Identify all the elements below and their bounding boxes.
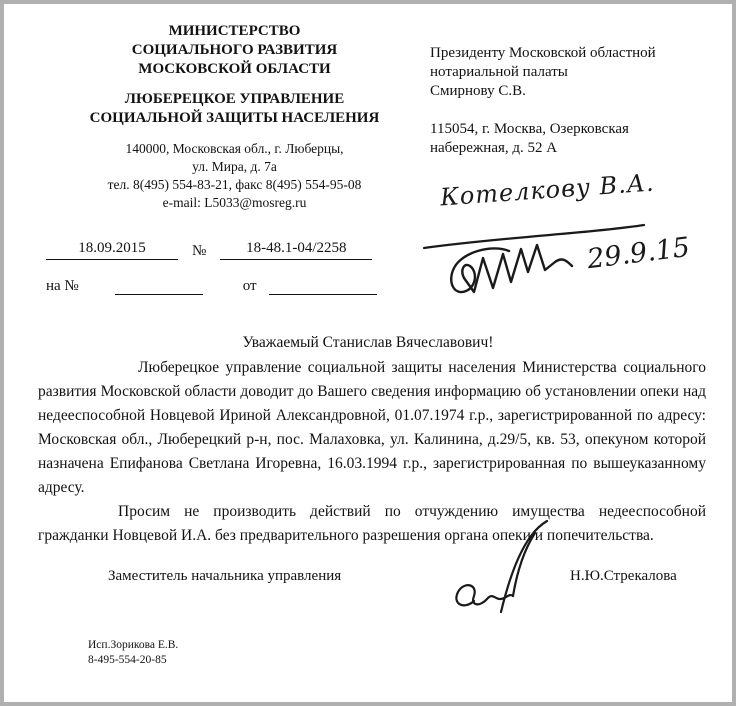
handwritten-date: 29.9.15 <box>585 231 692 276</box>
sender-division-line: СОЦИАЛЬНОЙ ЗАЩИТЫ НАСЕЛЕНИЯ <box>89 110 380 126</box>
sender-org-line: МОСКОВСКОЙ ОБЛАСТИ <box>138 61 331 77</box>
ot-blank-line <box>269 276 377 295</box>
sender-division-line: ЛЮБЕРЕЦКОЕ УПРАВЛЕНИЕ <box>124 91 345 107</box>
body-paragraph: Люберецкое управление социальной защиты населения Министерства социального развития Московской области доводит до Вашего сведения информацию об установлении опеки над недееспособной Новцевой Ириной Александровной, 01.07.1974 г.р., зарегистрированной по адресу: Московская обл., Люберецкий р-н, пос. Малаховка, ул. Калинина, д.29/5, кв. 53, опекуном которой назначена Епифанова Светлана Игоревна, 16.03.1994 г.р., зарегистрированная по вышеуказанному адресу. <box>38 359 706 496</box>
recipient-line: нотариальной палаты <box>430 64 568 80</box>
sender-address-line: ул. Мира, д. 7а <box>192 159 277 174</box>
recipient-line: Смирнову С.В. <box>430 83 526 99</box>
body-paragraph: Просим не производить действий по отчуждению имущества недееспособной гражданки Новцевой И.А. без предварительного разрешения органа опеки и попечительства. <box>38 503 706 544</box>
reference-row-outgoing <box>46 240 396 260</box>
ot-label: от <box>242 278 257 294</box>
recipient-line: Президенту Московской областной <box>430 45 656 61</box>
handwritten-resolution-name: Котелкову В.А. <box>439 168 656 212</box>
number-sign: № <box>192 243 207 259</box>
executor-block <box>88 638 178 668</box>
recipient-address-line: 115054, г. Москва, Озерковская <box>430 121 629 137</box>
signer-position: Заместитель начальника управления <box>108 568 342 584</box>
recipient-address-line: набережная, д. 52 А <box>430 140 558 156</box>
reference-block <box>46 240 396 295</box>
na-no-label: на № <box>46 278 79 294</box>
sender-org-line: МИНИСТЕРСТВО <box>168 23 301 39</box>
letter-date: 18.09.2015 <box>46 240 178 260</box>
reference-row-incoming <box>46 276 396 295</box>
official-signature-scribble <box>456 585 513 605</box>
sender-address-line: тел. 8(495) 554-83-21, факс 8(495) 554-95-08 <box>107 177 362 192</box>
recipient-block <box>430 44 710 158</box>
executor-phone: 8-495-554-20-85 <box>88 654 167 666</box>
recipient-spacer <box>430 101 710 120</box>
salutation: Уважаемый Станислав Вячеславович! <box>242 334 494 351</box>
resolution-signature-scribble <box>451 245 572 292</box>
sender-letterhead <box>62 22 407 212</box>
letterhead-spacer <box>62 79 407 90</box>
sender-address-line: 140000, Московская обл., г. Люберцы, <box>125 141 344 156</box>
letter-body <box>38 356 706 548</box>
signer-name: Н.Ю.Стрекалова <box>570 568 677 584</box>
sender-org-line: СОЦИАЛЬНОГО РАЗВИТИЯ <box>131 42 338 58</box>
sender-address <box>62 140 407 212</box>
letter-number: 18-48.1-04/2258 <box>220 240 372 260</box>
na-no-blank-line <box>115 276 203 295</box>
executor-name: Исп.Зорикова Е.В. <box>88 639 179 651</box>
sender-address-line: e-mail: L5033@mosreg.ru <box>162 195 307 210</box>
